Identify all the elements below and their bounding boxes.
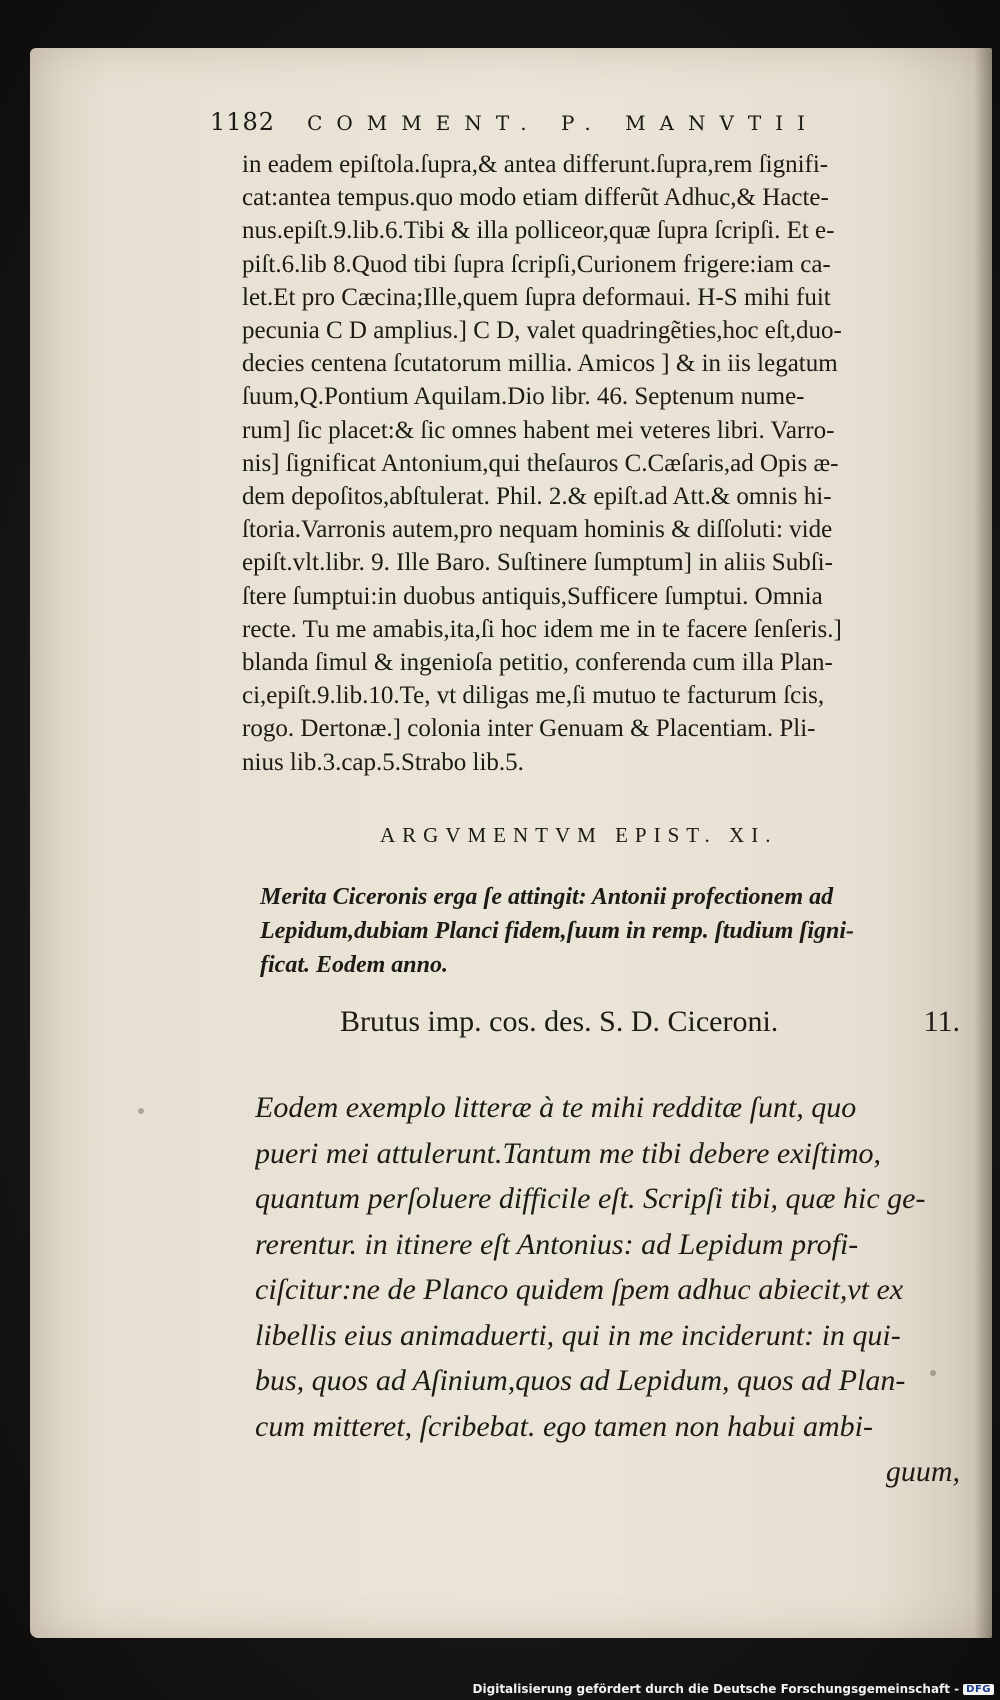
paper-speck (138, 1108, 144, 1114)
commentary-line: rum] ſic placet:& ſic omnes habent mei veteres libri. Varro- (242, 416, 835, 444)
commentary-block (242, 148, 962, 779)
page-gutter-shadow (974, 48, 992, 1638)
letter-salutation: Brutus imp. cos. des. S. D. Ciceroni. (340, 1005, 779, 1038)
letter-line: libellis eius animaduerti, qui in me inciderunt: in qui- (255, 1318, 901, 1352)
commentary-line: nis] ſignificat Antonium,qui theſauros C.Cæſaris,ad Opis æ- (242, 449, 839, 477)
argument-block (260, 880, 960, 982)
commentary-line: nus.epiſt.9.lib.6.Tibi & illa polliceor,quæ ſupra ſcripſi. Et e- (242, 217, 835, 245)
commentary-line: epiſt.vlt.libr. 9. Ille Baro. Suſtinere ſumptum] in aliis Subſi- (242, 549, 833, 577)
commentary-line: in eadem epiſtola.ſupra,& antea differunt.ſupra,rem ſignifi- (242, 151, 829, 178)
commentary-line: ſtere ſumptui:in duobus antiquis,Sufficere ſumptui. Omnia (242, 582, 823, 610)
commentary-line: pecunia C D amplius.] C D, valet quadringẽties,hoc eſt,duo- (242, 317, 842, 345)
commentary-line: cat:antea tempus.quo modo etiam differũt Adhuc,& Hacte- (242, 184, 829, 212)
digitization-credit (473, 1682, 994, 1696)
commentary-line: ſtoria.Varronis autem,pro nequam hominis & diſſoluti: vide (242, 516, 833, 544)
commentary-line: piſt.6.lib 8.Quod tibi ſupra ſcripſi,Curionem frigere:iam ca- (242, 250, 831, 278)
commentary-line: decies centena ſcutatorum millia. Amicos ] & in iis legatum (242, 350, 838, 378)
argument-heading: ARGVMENTVM EPIST. XI. (380, 823, 778, 847)
letter-line: Eodem exemplo litteræ à te mihi redditæ ſunt, quo (255, 1091, 857, 1124)
credit-text: Digitalisierung gefördert durch die Deutsche Forschungsgemeinschaft - (472, 1682, 960, 1696)
letter-line: pueri mei attulerunt.Tantum me tibi debere exiſtimo, (255, 1136, 882, 1170)
commentary-line: let.Et pro Cæcina;Ille,quem ſupra deformaui. H-S mihi fuit (242, 283, 831, 311)
dfg-logo: DFG (963, 1684, 994, 1695)
argument-line: ficat. Eodem anno. (260, 952, 449, 978)
commentary-line: recte. Tu me amabis,ita,ſi hoc idem me in te facere ſenſeris.] (242, 615, 842, 643)
letter-line: bus, quos ad Aſinium,quos ad Lepidum, quos ad Plan- (255, 1364, 906, 1397)
letter-line: ciſcitur:ne de Planco quidem ſpem adhuc abiecit,vt ex (255, 1273, 904, 1306)
letter-body (255, 1085, 970, 1495)
commentary-line: nius lib.3.cap.5.Strabo lib.5. (242, 748, 524, 776)
commentary-line: blanda ſimul & ingenioſa petitio, conferenda cum illa Plan- (242, 649, 833, 677)
commentary-line: ſuum,Q.Pontium Aquilam.Dio libr. 46. Septenum nume- (242, 383, 805, 411)
running-title: COMMENT. P. MANVTII (307, 111, 820, 135)
running-head (210, 108, 910, 136)
letter-heading (340, 1005, 960, 1039)
letter-line: cum mitteret, ſcribebat. ego tamen non habui ambi- (255, 1409, 873, 1443)
page-number: 1182 (210, 108, 276, 136)
argument-line: Merita Ciceronis erga ſe attingit: Antonii profectionem ad (260, 884, 834, 910)
commentary-line: ci,epiſt.9.lib.10.Te, vt diligas me,ſi mutuo te facturum ſcis, (242, 682, 825, 710)
argument-line: Lepidum,dubiam Planci fidem,ſuum in remp. ſtudium ſigni- (260, 918, 855, 944)
letter-line: rerentur. in itinere eſt Antonius: ad Lepidum profi- (255, 1227, 859, 1261)
letter-line: quantum perſoluere difficile eſt. Scripſi tibi, quæ hic ge- (255, 1182, 926, 1215)
commentary-line: dem depoſitos,abſtulerat. Phil. 2.& epiſt.ad Att.& omnis hi- (242, 483, 832, 511)
catchword: guum, (885, 1455, 960, 1488)
commentary-line: rogo. Dertonæ.] colonia inter Genuam & Placentiam. Pli- (242, 715, 816, 743)
letter-number: 11. (923, 1005, 960, 1038)
